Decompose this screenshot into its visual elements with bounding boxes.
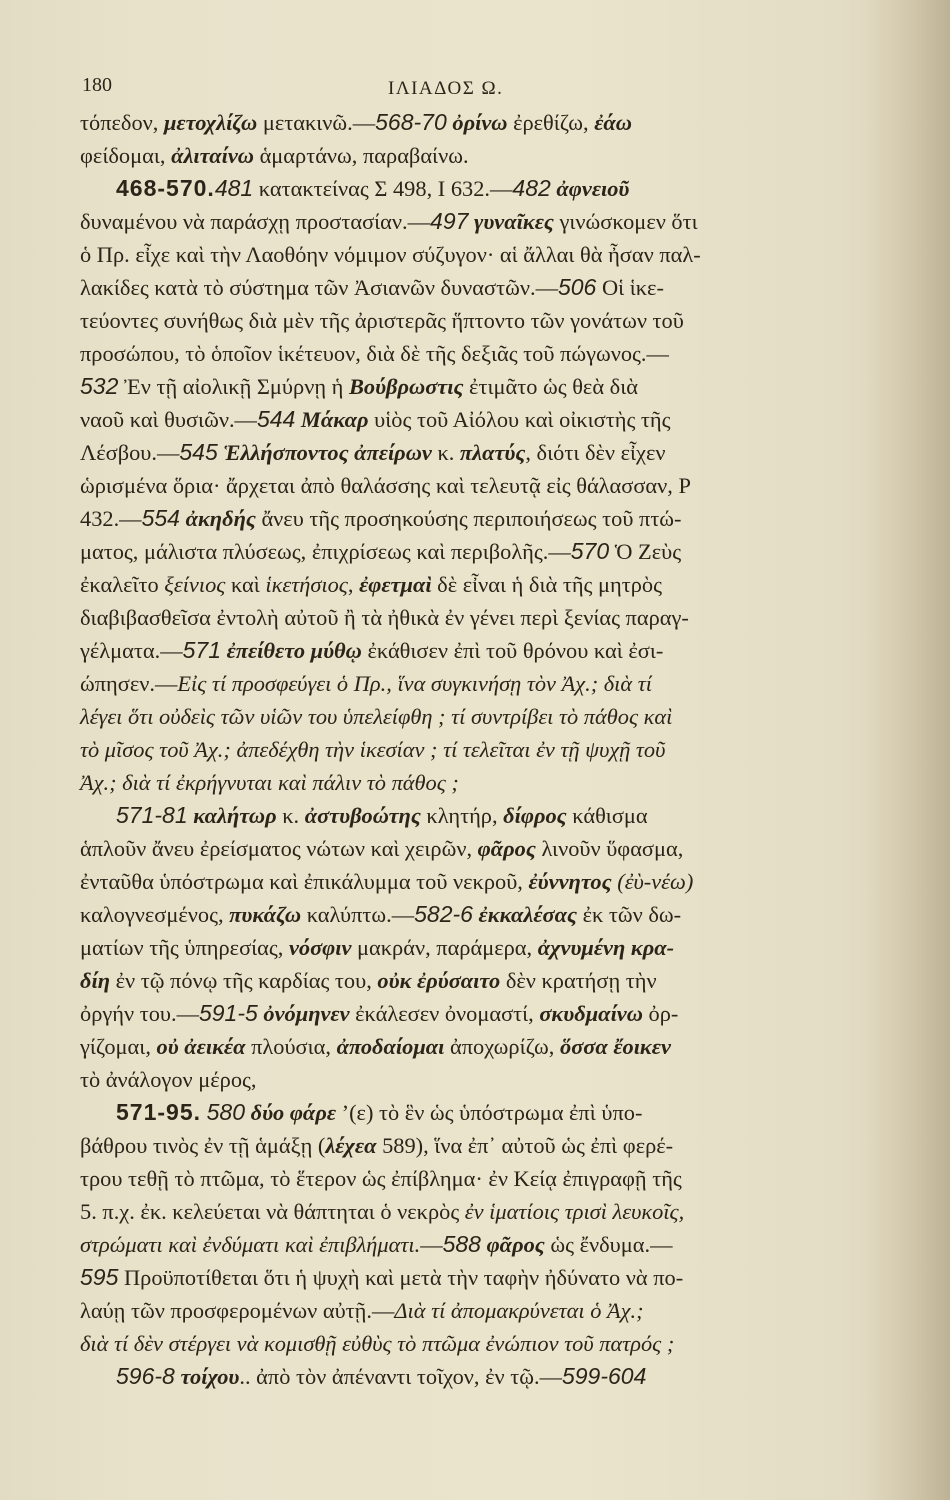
text-line: λακίδες κατὰ τὸ σύστημα τῶν Ἀσιανῶν δυναστῶν.—506 Οἱ ἱκε-	[80, 274, 664, 300]
text-line: ναοῦ καὶ θυσιῶν.—544 Μάκαρ υἱὸς τοῦ Αἰόλου καὶ οἰκιστὴς τῆς	[80, 406, 671, 432]
text-line: ἐκαλεῖτο ξείνιος καὶ ἱκετήσιος, ἐφετμαὶ δὲ εἶναι ἡ διὰ τῆς μητρὸς	[80, 572, 662, 597]
text-line: διαβιβασθεῖσα ἐντολὴ αὐτοῦ ἢ τὰ ἠθικὰ ἐν γένει περὶ ξενίας παραγ-	[80, 605, 689, 630]
text-line: δυναμένου νὰ παράσχῃ προστασίαν.—497 γυναῖκες γινώσκομεν ὅτι	[80, 208, 698, 234]
text-line: ματος, μάλιστα πλύσεως, ἐπιχρίσεως καὶ περιβολῆς.—570 Ὁ Ζεὺς	[80, 538, 682, 564]
text-line: Ἀχ.; διὰ τί ἐκρήγνυται καὶ πάλιν τὸ πάθος ;	[80, 770, 459, 795]
text-line: ὁ Πρ. εἶχε καὶ τὴν Λαοθόην νόμιμον σύζυγον· αἱ ἄλλαι θὰ ἦσαν παλ-	[80, 242, 701, 267]
text-line: ὡρισμένα ὅρια· ἄρχεται ἀπὸ θαλάσσης καὶ τελευτᾷ εἰς θάλασσαν, Ρ	[80, 473, 691, 498]
text-line: γίζομαι, οὐ ἀεικέα πλούσια, ἀποδαίομαι ἀποχωρίζω, ὅσσα ἔοικεν	[80, 1034, 671, 1059]
text-line: γέλματα.—571 ἐπείθετο μύθῳ ἐκάθισεν ἐπὶ τοῦ θρόνου καὶ ἐσι-	[80, 637, 664, 663]
text-line: 5. π.χ. ἐκ. κελεύεται νὰ θάπτηται ὁ νεκρὸς ἐν ἱματίοις τρισὶ λευκοῖς,	[80, 1199, 685, 1224]
text-line: 571-95. 580 δύο φάρε ’(ε) τὸ ἓν ὡς ὑπόστρωμα ἐπὶ ὑπο-	[116, 1099, 643, 1125]
text-line: ματίων τῆς ὑπηρεσίας, νόσφιν μακράν, παράμερα, ἀχνυμένη κρα-	[80, 935, 675, 960]
text-line: ἐνταῦθα ὑπόστρωμα καὶ ἐπικάλυμμα τοῦ νεκροῦ, ἐύννητος (ἐὺ-νέω)	[80, 869, 694, 894]
text-line: τὸ ἀνάλογον μέρος,	[80, 1067, 257, 1092]
text-line: 432.—554 ἀκηδής ἄνευ τῆς προσηκούσης περιποιήσεως τοῦ πτώ-	[80, 505, 682, 531]
text-line: Λέσβου.—545 Ἑλλήσποντος ἀπείρων κ. πλατύς, διότι δὲν εἶχεν	[80, 439, 666, 465]
page-header	[82, 74, 782, 104]
text-line: δίη ἐν τῷ πόνῳ τῆς καρδίας του, οὐκ ἐρύσαιτο δὲν κρατήσῃ τὴν	[80, 968, 657, 993]
text-line: προσώπου, τὸ ὁποῖον ἱκέτευον, διὰ δὲ τῆς δεξιᾶς τοῦ πώγωνος.—	[80, 341, 669, 366]
text-line: φείδομαι, ἀλιταίνω ἁμαρτάνω, παραβαίνω.	[80, 143, 469, 168]
text-line: τὸ μῖσος τοῦ Ἀχ.; ἀπεδέχθη τὴν ἱκεσίαν ; τί τελεῖται ἐν τῇ ψυχῇ τοῦ	[80, 737, 666, 762]
text-line: τόπεδον, μετοχλίζω μετακινῶ.—568-70 ὀρίνω ἐρεθίζω, ἐάω	[80, 109, 632, 135]
text-line: τεύοντες συνήθως διὰ μὲν τῆς ἀριστερᾶς ἥπτοντο τῶν γονάτων τοῦ	[80, 308, 684, 333]
text-line: 468-570.481 κατακτείνας Σ 498, Ι 632.—482 ἀφνειοῦ	[116, 175, 630, 201]
text-line: 532 Ἐν τῇ αἰολικῇ Σμύρνῃ ἡ Βούβρωστις ἐτιμᾶτο ὡς θεὰ διὰ	[80, 373, 638, 399]
text-line: ώπησεν.—Εἰς τί προσφεύγει ὁ Πρ., ἵνα συγκινήσῃ τὸν Ἀχ.; διὰ τί	[80, 671, 652, 696]
text-line: ὀργήν του.—591-5 ὀνόμηνεν ἐκάλεσεν ὀνομαστί, σκυδμαίνω ὀρ-	[80, 1000, 679, 1026]
text-line: 595 Προϋποτίθεται ὅτι ἡ ψυχὴ καὶ μετὰ τὴν ταφὴν ἠδύνατο νὰ πο-	[80, 1264, 684, 1290]
text-line: λαύῃ τῶν προσφερομένων αὐτῇ.—Διὰ τί ἀπομακρύνεται ὁ Ἀχ.;	[80, 1298, 644, 1323]
text-line: τρου τεθῇ τὸ πτῶμα, τὸ ἕτερον ὡς ἐπίβλημα· ἐν Κείᾳ ἐπιγραφῇ τῆς	[80, 1166, 682, 1191]
text-line: λέγει ὅτι οὐδεὶς τῶν υἱῶν του ὑπελείφθη ; τί συντρίβει τὸ πάθος καὶ	[80, 704, 673, 729]
text-line: ἁπλοῦν ἄνευ ἐρείσματος νώτων καὶ χειρῶν, φᾶρος λινοῦν ὕφασμα,	[80, 836, 684, 861]
text-line: διὰ τί δὲν στέργει νὰ κομισθῇ εὐθὺς τὸ πτῶμα ἐνώπιον τοῦ πατρός ;	[80, 1331, 675, 1356]
text-line: 596-8 τοίχου.. ἀπὸ τὸν ἀπέναντι τοῖχον, ἐν τῷ.—599-604	[116, 1363, 647, 1389]
text-line: βάθρου τινὸς ἐν τῇ ἁμάξῃ (λέχεα 589), ἵνα ἐπ᾽ αὐτοῦ ὡς ἐπὶ φερέ-	[80, 1133, 674, 1158]
page-number: 180	[82, 74, 112, 96]
page-edge-shadow	[865, 0, 950, 1500]
running-title: ΙΛΙΑΔΟΣ Ω.	[388, 78, 504, 99]
text-line: στρώματι καὶ ἐνδύματι καὶ ἐπιβλήματι.—588 φᾶρος ὡς ἔνδυμα.—	[80, 1231, 673, 1257]
text-line: 571-81 καλήτωρ κ. ἀστυβοώτης κλητήρ, δίφρος κάθισμα	[116, 802, 648, 828]
commentary-text	[80, 106, 816, 1393]
text-line: καλογνεσμένος, πυκάζω καλύπτω.—582-6 ἐκκαλέσας ἐκ τῶν δω-	[80, 901, 682, 927]
